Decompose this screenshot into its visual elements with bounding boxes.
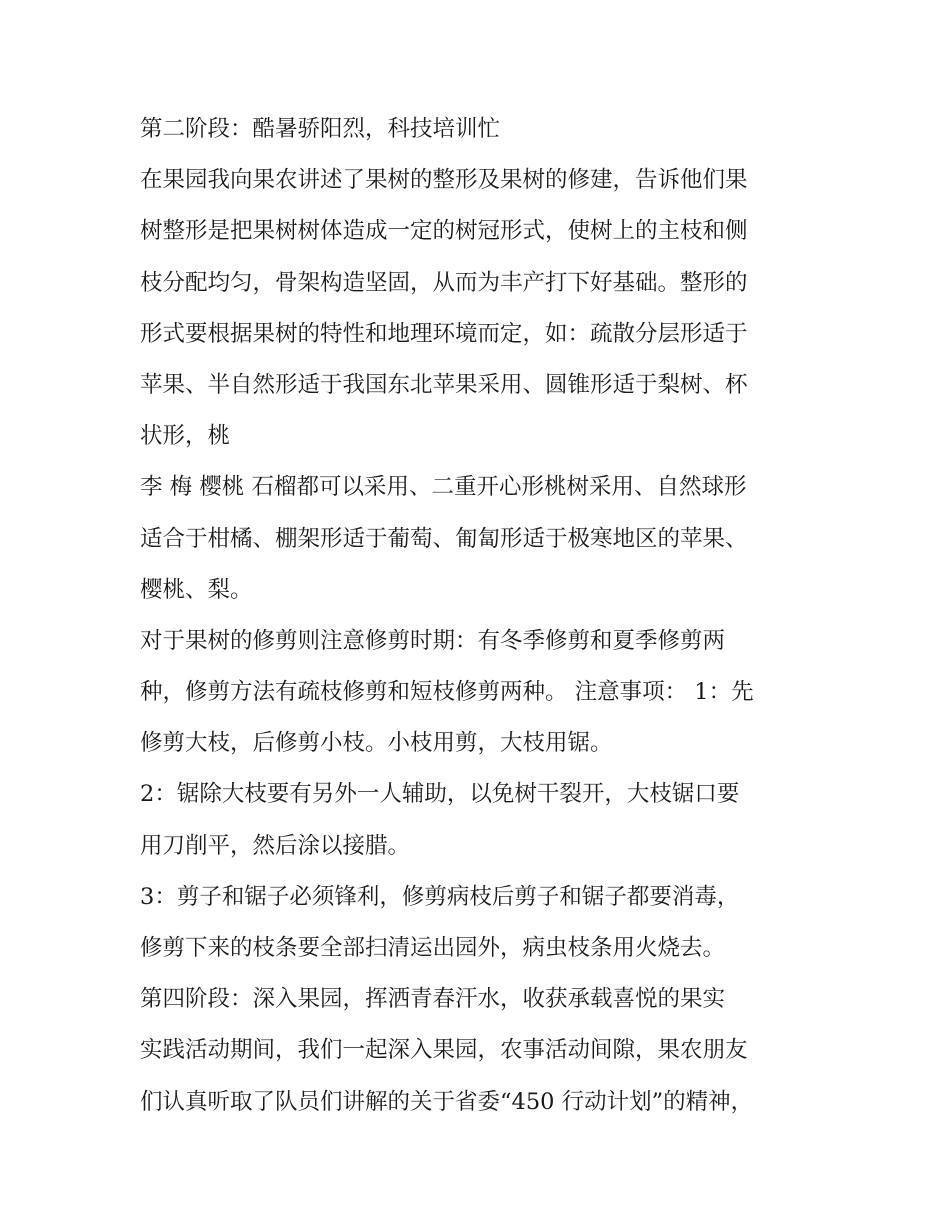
- paragraph-line: 种，修剪方法有疏枝修剪和短枝修剪两种。 注意事项： 1：先: [140, 679, 754, 706]
- paragraph-line: 形式要根据果树的特性和地理环境而定，如：疏散分层形适于: [140, 320, 748, 347]
- paragraph-line: 树整形是把果树树体造成一定的树冠形式，使树上的主枝和侧: [140, 218, 748, 245]
- paragraph-line: 修剪大枝，后修剪小枝。小枝用剪，大枝用锯。: [140, 730, 613, 757]
- list-item-line: 2：锯除大枝要有另外一人辅助，以免树干裂开，大枝锯口要: [140, 781, 740, 808]
- section-heading-stage-four: 第四阶段：深入果园，挥洒青春汗水，收获承载喜悦的果实: [140, 986, 726, 1013]
- paragraph-line: 苹果、半自然形适于我国东北苹果采用、圆锥形适于梨树、杯: [140, 371, 748, 398]
- paragraph-line: 适合于柑橘、棚架形适于葡萄、匍匐形适于极寒地区的苹果、: [140, 525, 748, 552]
- paragraph-line: 对于果树的修剪则注意修剪时期：有冬季修剪和夏季修剪两: [140, 627, 726, 654]
- list-item-line: 修剪下来的枝条要全部扫清运出园外，病虫枝条用火烧去。: [140, 935, 726, 961]
- section-heading-stage-two: 第二阶段：酷暑骄阳烈，科技培训忙: [140, 116, 501, 142]
- paragraph-line: 状形，桃: [140, 423, 231, 450]
- list-item-line: 3：剪子和锯子必须锋利，修剪病枝后剪子和锯子都要消毒，: [140, 883, 740, 910]
- document-body: [140, 104, 830, 1128]
- paragraph-line: 樱桃、梨。: [140, 576, 253, 603]
- paragraph-line: 枝分配均匀，骨架构造坚固，从而为丰产打下好基础。整形的: [140, 269, 748, 296]
- paragraph-line: 们认真听取了队员们讲解的关于省委“450 行动计划”的精神，: [140, 1088, 754, 1115]
- list-item-line: 用刀削平，然后涂以接腊。: [140, 832, 411, 859]
- paragraph-line: 李 梅 樱桃 石榴都可以采用、二重开心形桃树采用、自然球形: [140, 474, 747, 501]
- paragraph-line: 实践活动期间，我们一起深入果园，农事活动间隙，果农朋友: [140, 1037, 748, 1064]
- paragraph-line: 在果园我向果农讲述了果树的整形及果树的修建，告诉他们果: [140, 167, 748, 194]
